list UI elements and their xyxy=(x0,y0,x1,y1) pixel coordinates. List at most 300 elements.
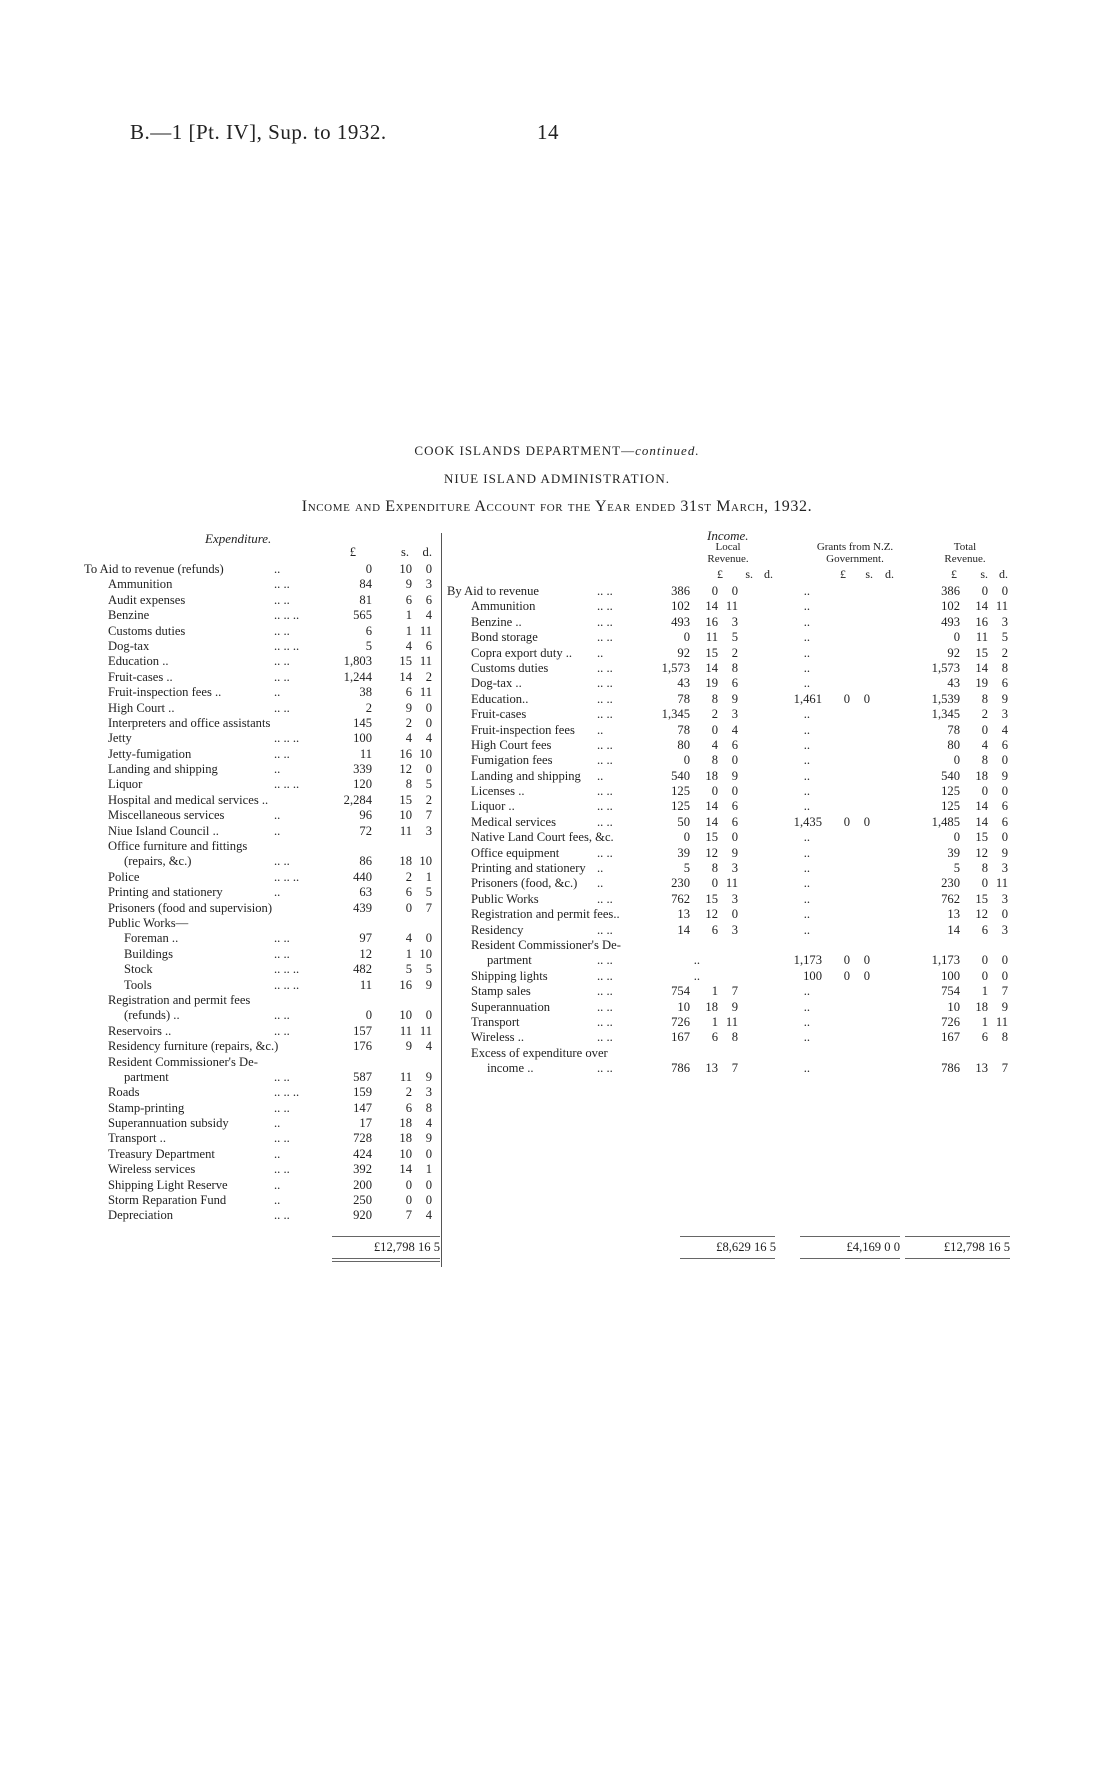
total-pence: 8 xyxy=(1001,1030,1008,1045)
expenditure-row xyxy=(84,854,440,869)
income-row xyxy=(447,923,1010,938)
amount-pence: 3 xyxy=(425,577,432,592)
department-title: COOK ISLANDS DEPARTMENT—continued. xyxy=(414,443,700,458)
income-label: Dog-tax .. xyxy=(471,676,522,691)
grants-dots: .. xyxy=(803,630,810,645)
total-shillings: 14 xyxy=(975,660,988,675)
amount-pounds: 5 xyxy=(365,638,372,653)
total-shillings: 15 xyxy=(975,891,988,906)
income-total-underline-total xyxy=(905,1258,1010,1259)
leader-dots: .. .. xyxy=(597,614,613,629)
amount-pence: 7 xyxy=(425,900,432,915)
local-pence: 11 xyxy=(725,876,738,891)
total-shillings: 2 xyxy=(981,707,988,722)
grants-pence: 0 xyxy=(863,953,870,968)
amount-shillings: 0 xyxy=(405,900,412,915)
amount-shillings: 10 xyxy=(399,1008,412,1023)
amount-pounds: 11 xyxy=(359,977,372,992)
income-total-rule-total xyxy=(905,1236,1010,1237)
total-shillings: 8 xyxy=(981,753,988,768)
local-pounds: 493 xyxy=(671,614,690,629)
amount-pounds: 2 xyxy=(365,700,372,715)
total-pounds: 78 xyxy=(947,722,960,737)
income-row xyxy=(447,799,1010,814)
total-pence: 3 xyxy=(1001,614,1008,629)
income-row xyxy=(447,615,1010,630)
local-shillings: 14 xyxy=(705,599,718,614)
local-pence: 7 xyxy=(731,984,738,999)
local-pounds: 167 xyxy=(671,1030,690,1045)
grants-dots: .. xyxy=(803,584,810,598)
total-shillings: 6 xyxy=(981,1030,988,1045)
local-pence: 3 xyxy=(731,891,738,906)
amount-pounds: 72 xyxy=(359,823,372,838)
amount-pence: 1 xyxy=(425,869,432,884)
amount-pence: 5 xyxy=(425,962,432,977)
amount-pence: 4 xyxy=(425,1116,432,1131)
local-pence: 11 xyxy=(725,599,738,614)
amount-pence: 9 xyxy=(425,977,432,992)
total-shillings: 0 xyxy=(981,722,988,737)
total-pence: 0 xyxy=(1001,830,1008,845)
local-shillings: 14 xyxy=(705,814,718,829)
income-lsd-header-local: £ s. d. xyxy=(717,567,773,581)
expenditure-row xyxy=(84,808,440,823)
expenditure-row xyxy=(84,1131,440,1146)
expenditure-label: Stamp-printing xyxy=(108,1100,185,1115)
expenditure-total-underline xyxy=(332,1258,440,1259)
income-total-local: £8,629 16 5 xyxy=(716,1240,776,1254)
income-total-revenue: £12,798 16 5 xyxy=(943,1240,1010,1254)
expenditure-label: Buildings xyxy=(124,946,173,961)
local-pounds: 80 xyxy=(677,737,690,752)
amount-shillings: 9 xyxy=(405,577,412,592)
amount-pence: 10 xyxy=(419,746,432,761)
income-label: Education.. xyxy=(471,691,529,706)
expenditure-label: Foreman .. xyxy=(124,931,179,946)
amount-shillings: 8 xyxy=(405,777,412,792)
expenditure-label: Ammunition xyxy=(108,577,173,592)
leader-dots: .. .. .. xyxy=(274,608,300,623)
total-pounds: 0 xyxy=(953,830,960,845)
amount-pence: 4 xyxy=(425,608,432,623)
amount-pounds: 81 xyxy=(359,592,372,607)
grants-dots: .. xyxy=(803,922,810,937)
leader-dots: .. .. xyxy=(274,592,290,607)
expenditure-row xyxy=(84,1178,440,1193)
income-row xyxy=(447,584,1010,599)
expenditure-total: £12,798 16 5 xyxy=(373,1240,440,1254)
leader-dots: .. .. xyxy=(597,676,613,691)
total-pounds: 100 xyxy=(941,968,960,983)
total-shillings: 14 xyxy=(975,799,988,814)
local-pence: 0 xyxy=(731,907,738,922)
amount-pounds: 86 xyxy=(359,854,372,869)
income-row xyxy=(447,769,1010,784)
local-pence: 9 xyxy=(731,768,738,783)
amount-pence: 6 xyxy=(425,592,432,607)
expenditure-label: Office furniture and fittings xyxy=(108,839,248,854)
local-pence: 3 xyxy=(731,707,738,722)
total-shillings: 6 xyxy=(981,922,988,937)
local-pence: 6 xyxy=(731,737,738,752)
local-pence: 4 xyxy=(731,722,738,737)
total-pence: 9 xyxy=(1001,768,1008,783)
leader-dots: .. .. .. xyxy=(274,869,300,884)
amount-pence: 5 xyxy=(425,885,432,900)
leader-dots: .. .. xyxy=(597,953,613,968)
leader-dots: .. .. xyxy=(597,799,613,814)
total-pounds: 1,345 xyxy=(931,707,960,722)
amount-pounds: 63 xyxy=(359,885,372,900)
expenditure-row xyxy=(84,793,440,808)
total-shillings: 8 xyxy=(981,691,988,706)
grants-dots: .. xyxy=(803,845,810,860)
local-pence: 3 xyxy=(731,922,738,937)
page-number: 14 xyxy=(537,120,559,144)
leader-dots: .. xyxy=(274,885,281,900)
leader-dots: .. .. xyxy=(274,854,290,869)
income-label: Ammunition xyxy=(471,599,536,614)
amount-pence: 11 xyxy=(419,654,432,669)
total-pence: 3 xyxy=(1001,891,1008,906)
local-pounds: 78 xyxy=(677,722,690,737)
grants-dots: .. xyxy=(803,768,810,783)
leader-dots: .. xyxy=(274,808,281,823)
amount-pounds: 2,284 xyxy=(343,792,372,807)
income-label: Landing and shipping xyxy=(471,768,581,783)
local-pounds: 786 xyxy=(671,1061,690,1076)
expenditure-label: Jetty xyxy=(108,731,132,746)
leader-dots: .. .. .. xyxy=(274,962,300,977)
amount-pounds: 17 xyxy=(359,1116,372,1131)
expenditure-label: (refunds) .. xyxy=(124,1008,180,1023)
leader-dots: .. xyxy=(274,1193,281,1208)
total-shillings: 12 xyxy=(975,845,988,860)
total-pounds: 80 xyxy=(947,737,960,752)
total-pounds: 10 xyxy=(947,999,960,1014)
income-total-header: Total Revenue. xyxy=(944,541,986,565)
expenditure-row xyxy=(84,747,440,762)
amount-shillings: 14 xyxy=(399,669,412,684)
amount-shillings: 4 xyxy=(405,731,412,746)
local-dots: .. xyxy=(693,968,700,983)
amount-shillings: 9 xyxy=(405,700,412,715)
account-title: Income and Expenditure Account for the Year ended 31st March, 1932. xyxy=(301,498,813,515)
total-pence: 3 xyxy=(1001,861,1008,876)
leader-dots: .. .. xyxy=(597,814,613,829)
amount-pence: 0 xyxy=(425,931,432,946)
expenditure-row xyxy=(84,1039,440,1054)
amount-shillings: 18 xyxy=(399,854,412,869)
total-pence: 0 xyxy=(1001,907,1008,922)
leader-dots: .. .. xyxy=(597,630,613,645)
leader-dots: .. .. .. xyxy=(274,1085,300,1100)
expenditure-row xyxy=(84,993,440,1008)
total-pounds: 1,573 xyxy=(931,660,960,675)
income-row xyxy=(447,892,1010,907)
expenditure-label: Landing and shipping xyxy=(108,762,218,777)
local-pounds: 1,345 xyxy=(661,707,690,722)
expenditure-label: Fruit-inspection fees .. xyxy=(108,685,222,700)
expenditure-row xyxy=(84,716,440,731)
local-shillings: 1 xyxy=(711,1014,718,1029)
income-label: Prisoners (food, &c.) xyxy=(471,876,578,891)
grants-dots: .. xyxy=(803,1061,810,1076)
local-shillings: 0 xyxy=(711,722,718,737)
income-label: Public Works xyxy=(471,891,539,906)
income-row xyxy=(447,753,1010,768)
amount-shillings: 2 xyxy=(405,715,412,730)
local-pence: 8 xyxy=(731,1030,738,1045)
income-row xyxy=(447,784,1010,799)
income-label: Registration and permit fees.. xyxy=(471,907,620,922)
local-shillings: 14 xyxy=(705,660,718,675)
grants-dots: .. xyxy=(803,984,810,999)
expenditure-row xyxy=(84,885,440,900)
total-shillings: 1 xyxy=(981,1014,988,1029)
amount-pence: 4 xyxy=(425,731,432,746)
total-shillings: 14 xyxy=(975,599,988,614)
local-shillings: 18 xyxy=(705,999,718,1014)
leader-dots: .. .. xyxy=(597,999,613,1014)
local-shillings: 15 xyxy=(705,830,718,845)
total-pence: 5 xyxy=(1001,630,1008,645)
amount-pence: 4 xyxy=(425,1208,432,1223)
expenditure-row xyxy=(84,639,440,654)
expenditure-label: (repairs, &c.) xyxy=(124,854,192,869)
grants-dots: .. xyxy=(803,737,810,752)
local-shillings: 19 xyxy=(705,676,718,691)
total-pounds: 1,539 xyxy=(931,691,960,706)
income-label: Stamp sales xyxy=(471,984,531,999)
income-label: Fruit-inspection fees xyxy=(471,722,575,737)
income-row xyxy=(447,630,1010,645)
leader-dots: .. .. xyxy=(274,700,290,715)
grants-dots: .. xyxy=(803,1030,810,1045)
amount-shillings: 15 xyxy=(399,792,412,807)
local-pounds: 102 xyxy=(671,599,690,614)
expenditure-label: Printing and stationery xyxy=(108,885,223,900)
expenditure-row xyxy=(84,1055,440,1070)
amount-pounds: 440 xyxy=(353,869,372,884)
amount-pounds: 0 xyxy=(365,562,372,576)
expenditure-row xyxy=(84,777,440,792)
expenditure-row xyxy=(84,1162,440,1177)
income-label: Customs duties xyxy=(471,660,549,675)
income-table xyxy=(447,584,1010,1077)
expenditure-row xyxy=(84,1085,440,1100)
local-pence: 0 xyxy=(731,830,738,845)
grants-dots: .. xyxy=(803,999,810,1014)
income-row xyxy=(447,646,1010,661)
expenditure-label: Residency furniture (repairs, &c.) xyxy=(108,1039,279,1054)
local-pence: 6 xyxy=(731,814,738,829)
leader-dots: .. .. xyxy=(274,669,290,684)
amount-shillings: 2 xyxy=(405,1085,412,1100)
total-pounds: 125 xyxy=(941,799,960,814)
amount-pounds: 587 xyxy=(353,1069,372,1084)
amount-pence: 0 xyxy=(425,1146,432,1161)
grants-dots: .. xyxy=(803,830,810,845)
total-pence: 9 xyxy=(1001,845,1008,860)
expenditure-label: Resident Commissioner's De- xyxy=(108,1054,258,1069)
total-pence: 11 xyxy=(995,876,1008,891)
amount-pence: 7 xyxy=(425,808,432,823)
local-pounds: 92 xyxy=(677,645,690,660)
local-pounds: 43 xyxy=(677,676,690,691)
amount-pounds: 145 xyxy=(353,715,372,730)
column-divider xyxy=(441,533,442,1267)
leader-dots: .. .. xyxy=(274,931,290,946)
leader-dots: .. xyxy=(597,861,604,876)
local-shillings: 2 xyxy=(711,707,718,722)
total-pounds: 5 xyxy=(953,861,960,876)
amount-pence: 2 xyxy=(425,792,432,807)
expenditure-row xyxy=(84,839,440,854)
expenditure-row xyxy=(84,624,440,639)
amount-pence: 3 xyxy=(425,823,432,838)
income-row xyxy=(447,707,1010,722)
grants-pounds: 1,461 xyxy=(793,691,822,706)
expenditure-row xyxy=(84,1116,440,1131)
grants-shillings: 0 xyxy=(843,953,850,968)
income-row xyxy=(447,676,1010,691)
total-pounds: 786 xyxy=(941,1061,960,1076)
income-row xyxy=(447,984,1010,999)
administration-title: NIUE ISLAND ADMINISTRATION. xyxy=(444,471,670,486)
leader-dots: .. .. .. xyxy=(274,731,300,746)
amount-shillings: 6 xyxy=(405,592,412,607)
leader-dots: .. .. xyxy=(597,737,613,752)
total-pence: 0 xyxy=(1001,784,1008,799)
total-shillings: 18 xyxy=(975,768,988,783)
income-row xyxy=(447,1030,1010,1045)
income-row xyxy=(447,953,1010,968)
income-lsd-header-grants: £ s. d. xyxy=(840,567,894,581)
amount-pounds: 6 xyxy=(365,623,372,638)
income-row xyxy=(447,846,1010,861)
amount-shillings: 4 xyxy=(405,638,412,653)
amount-shillings: 0 xyxy=(405,1193,412,1208)
local-shillings: 1 xyxy=(711,984,718,999)
leader-dots: .. .. xyxy=(274,1131,290,1146)
expenditure-row xyxy=(84,870,440,885)
total-shillings: 0 xyxy=(981,953,988,968)
income-label: Medical services xyxy=(471,814,556,829)
income-label: Resident Commissioner's De- xyxy=(471,937,621,952)
amount-pounds: 339 xyxy=(353,762,372,777)
leader-dots: .. .. xyxy=(274,1208,290,1223)
income-local-header: Local Revenue. xyxy=(707,541,749,565)
local-pence: 9 xyxy=(731,845,738,860)
amount-pounds: 392 xyxy=(353,1162,372,1177)
amount-pence: 6 xyxy=(425,638,432,653)
amount-shillings: 18 xyxy=(399,1116,412,1131)
income-label: partment xyxy=(487,953,532,968)
local-pence: 3 xyxy=(731,861,738,876)
amount-pounds: 920 xyxy=(353,1208,372,1223)
local-shillings: 15 xyxy=(705,891,718,906)
local-pounds: 0 xyxy=(683,753,690,768)
total-pence: 8 xyxy=(1001,660,1008,675)
expenditure-label: Registration and permit fees xyxy=(108,992,251,1007)
expenditure-label: Depreciation xyxy=(108,1208,174,1223)
amount-shillings: 9 xyxy=(405,1039,412,1054)
expenditure-row xyxy=(84,701,440,716)
leader-dots: .. xyxy=(597,645,604,660)
leader-dots: .. .. xyxy=(597,753,613,768)
total-shillings: 1 xyxy=(981,984,988,999)
grants-pounds: 100 xyxy=(803,968,822,983)
total-shillings: 0 xyxy=(981,876,988,891)
leader-dots: .. .. .. xyxy=(274,777,300,792)
leader-dots: .. .. xyxy=(597,1014,613,1029)
total-pence: 0 xyxy=(1001,584,1008,598)
local-shillings: 0 xyxy=(711,876,718,891)
expenditure-label: Hospital and medical services .. xyxy=(108,792,269,807)
local-shillings: 6 xyxy=(711,1030,718,1045)
income-heading: Income. xyxy=(707,528,749,543)
local-pence: 9 xyxy=(731,691,738,706)
grants-pence: 0 xyxy=(863,968,870,983)
income-row xyxy=(447,1061,1010,1076)
leader-dots: .. .. xyxy=(274,1162,290,1177)
local-shillings: 15 xyxy=(705,645,718,660)
income-label: Native Land Court fees, &c. xyxy=(471,830,614,845)
local-pounds: 1,573 xyxy=(661,660,690,675)
grants-pence: 0 xyxy=(863,814,870,829)
amount-shillings: 2 xyxy=(405,869,412,884)
expenditure-label: Wireless services xyxy=(108,1162,196,1177)
expenditure-label: Public Works— xyxy=(108,915,189,930)
total-shillings: 14 xyxy=(975,814,988,829)
amount-pounds: 12 xyxy=(359,946,372,961)
expenditure-label: Education .. xyxy=(108,654,169,669)
amount-shillings: 11 xyxy=(399,1069,412,1084)
total-pounds: 762 xyxy=(941,891,960,906)
local-pence: 9 xyxy=(731,999,738,1014)
total-shillings: 12 xyxy=(975,907,988,922)
total-shillings: 13 xyxy=(975,1061,988,1076)
expenditure-row xyxy=(84,593,440,608)
total-pounds: 1,173 xyxy=(931,953,960,968)
amount-pence: 5 xyxy=(425,777,432,792)
amount-shillings: 10 xyxy=(399,808,412,823)
expenditure-label: Reservoirs .. xyxy=(108,1023,172,1038)
local-shillings: 13 xyxy=(705,1061,718,1076)
leader-dots: .. .. xyxy=(274,577,290,592)
local-pounds: 125 xyxy=(671,784,690,799)
expenditure-label: Prisoners (food and supervision) xyxy=(108,900,273,915)
expenditure-label: Audit expenses xyxy=(108,592,186,607)
expenditure-row xyxy=(84,685,440,700)
local-pounds: 13 xyxy=(677,907,690,922)
grants-pounds: 1,435 xyxy=(793,814,822,829)
amount-pounds: 565 xyxy=(353,608,372,623)
total-pence: 9 xyxy=(1001,691,1008,706)
local-pence: 0 xyxy=(731,784,738,799)
expenditure-label: Fruit-cases .. xyxy=(108,669,173,684)
expenditure-label: Niue Island Council .. xyxy=(108,823,219,838)
amount-pounds: 11 xyxy=(359,746,372,761)
expenditure-row xyxy=(84,1193,440,1208)
local-shillings: 8 xyxy=(711,861,718,876)
expenditure-row xyxy=(84,1208,440,1223)
amount-shillings: 1 xyxy=(405,608,412,623)
amount-pence: 0 xyxy=(425,562,432,576)
amount-pence: 10 xyxy=(419,854,432,869)
